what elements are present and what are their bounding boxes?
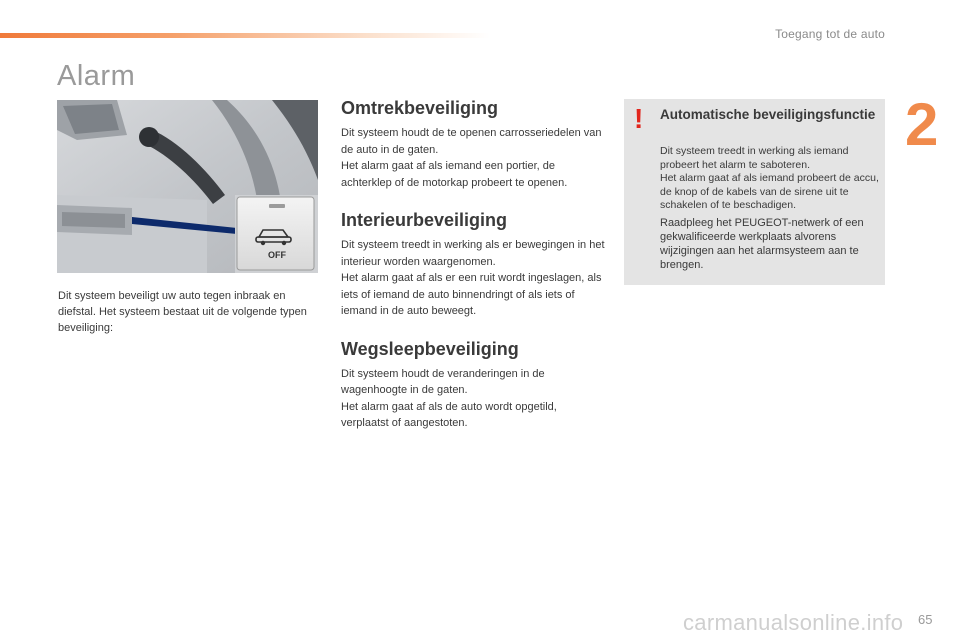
intro-text: Dit systeem beveiligt uw auto tegen inbraak en diefstal. Het systeem bestaat uit de volgende typen beveiliging: (58, 290, 307, 334)
warning-icon: ! (634, 103, 644, 134)
section-header: Toegang tot de auto (775, 27, 885, 41)
warning-paragraph: Het alarm gaat af als iemand probeert de accu, de knop of de kabels van de sirene uit te schakelen of te beschadigen. (660, 172, 879, 211)
section-paragraph: Het alarm gaat af als er een ruit wordt ingeslagen, als iets of iemand de auto binnendringt of als iets of iemand in de auto beweegt. (341, 272, 602, 317)
section-heading: Wegsleepbeveiliging (341, 338, 519, 359)
section-interior (341, 209, 606, 320)
warning-title: Automatische beveiligingsfunctie (660, 107, 876, 122)
warning-box (624, 99, 885, 285)
alarm-button-illustration (57, 100, 318, 273)
watermark: carmanualsonline.info (683, 610, 904, 635)
header-accent-bar (0, 33, 490, 38)
section-paragraph: Dit systeem treedt in werking als er bewegingen in het interieur worden waargenomen. (341, 239, 605, 268)
page-number: 65 (918, 612, 933, 627)
section-towing (341, 338, 606, 432)
warning-paragraph: Dit systeem treedt in werking als iemand probeert het alarm te saboteren. (660, 145, 849, 171)
section-heading: Interieurbeveiliging (341, 210, 508, 230)
section-paragraph: Dit systeem houdt de veranderingen in de wagenhoogte in de gaten. (341, 367, 545, 396)
security-types-column (341, 97, 606, 450)
chapter-number: 2 (905, 91, 939, 158)
section-paragraph: Dit systeem houdt de te openen carrosseriedelen van de auto in de gaten. (341, 127, 602, 156)
section-heading: Omtrekbeveiliging (341, 98, 499, 118)
section-paragraph: Het alarm gaat af als de auto wordt opgetild, verplaatst of aangestoten. (341, 400, 557, 429)
warning-paragraph: Raadpleeg het PEUGEOT-netwerk of een gekwalificeerde werkplaats alvorens wijzigingen aan het alarmsysteem aan te brengen. (660, 216, 864, 271)
section-perimeter (341, 97, 606, 191)
section-paragraph: Het alarm gaat af als iemand een portier, de achterklep of de motorkap probeert te openen. (341, 160, 568, 189)
off-label: OFF (268, 250, 286, 260)
page-title: Alarm (57, 60, 136, 92)
